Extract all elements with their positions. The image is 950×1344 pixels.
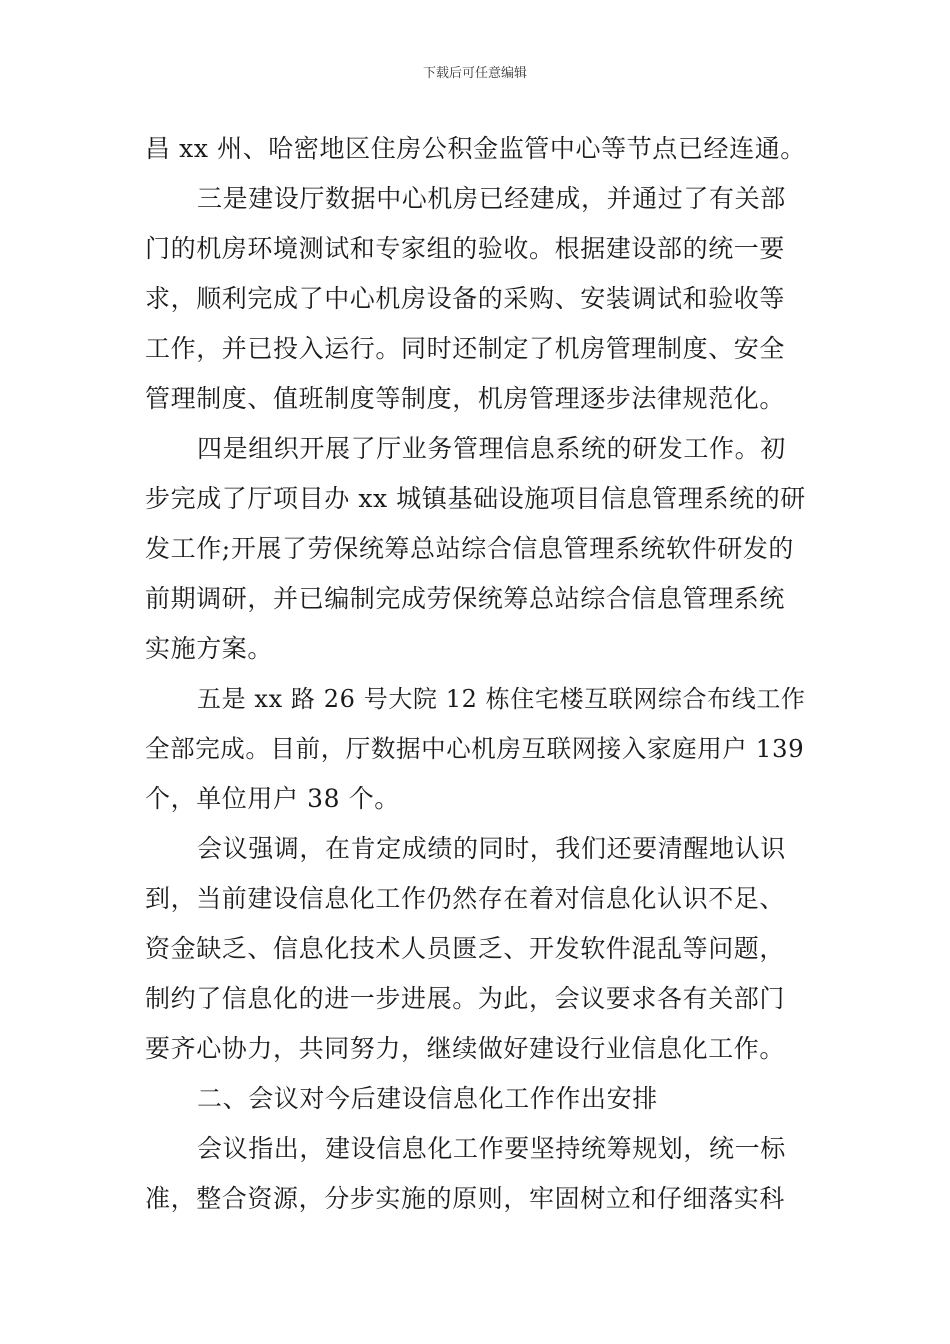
text-line: 个，单位用户 38 个。 <box>145 784 400 813</box>
text-line: 制约了信息化的进一步进展。为此，会议要求各有关部门 <box>145 984 786 1013</box>
text-line: 三是建设厅数据中心机房已经建成，并通过了有关部 <box>197 184 786 213</box>
text-line: 会议强调，在肯定成绩的同时，我们还要清醒地认识 <box>197 834 786 863</box>
text-line: 昌 xx 州、哈密地区住房公积金监管中心等节点已经连通。 <box>145 134 806 163</box>
text-line: 会议指出，建设信息化工作要坚持统筹规划，统一标 <box>197 1134 786 1163</box>
text-line: 管理制度、值班制度等制度，机房管理逐步法律规范化。 <box>145 384 786 413</box>
text-line: 准，整合资源，分步实施的原则，牢固树立和仔细落实科 <box>145 1184 786 1213</box>
text-line: 求，顺利完成了中心机房设备的采购、安装调试和验收等 <box>145 284 786 313</box>
text-line: 到，当前建设信息化工作仍然存在着对信息化认识不足、 <box>145 884 786 913</box>
text-line: 全部完成。目前，厅数据中心机房互联网接入家庭用户 139 <box>145 734 805 763</box>
text-line: 要齐心协力，共同努力，继续做好建设行业信息化工作。 <box>145 1034 786 1063</box>
document-body <box>145 124 810 1224</box>
text-line: 工作，并已投入运行。同时还制定了机房管理制度、安全 <box>145 334 786 363</box>
text-line: 二、会议对今后建设信息化工作作出安排 <box>197 1084 658 1113</box>
text-line: 资金缺乏、信息化技术人员匮乏、开发软件混乱等问题， <box>145 934 786 963</box>
text-line: 四是组织开展了厅业务管理信息系统的研发工作。初 <box>197 434 786 463</box>
page-header: 下载后可任意编辑 <box>422 66 527 81</box>
text-line: 步完成了厅项目办 xx 城镇基础设施项目信息管理系统的研 <box>145 484 806 513</box>
text-line: 实施方案。 <box>145 634 274 663</box>
text-line: 五是 xx 路 26 号大院 12 栋住宅楼互联网综合布线工作 <box>197 685 806 713</box>
text-line: 门的机房环境测试和专家组的验收。根据建设部的统一要 <box>145 234 786 263</box>
text-line: 发工作;开展了劳保统筹总站综合信息管理系统软件研发的 <box>145 534 795 563</box>
text-line: 前期调研，并已编制完成劳保统筹总站综合信息管理系统 <box>145 584 786 613</box>
